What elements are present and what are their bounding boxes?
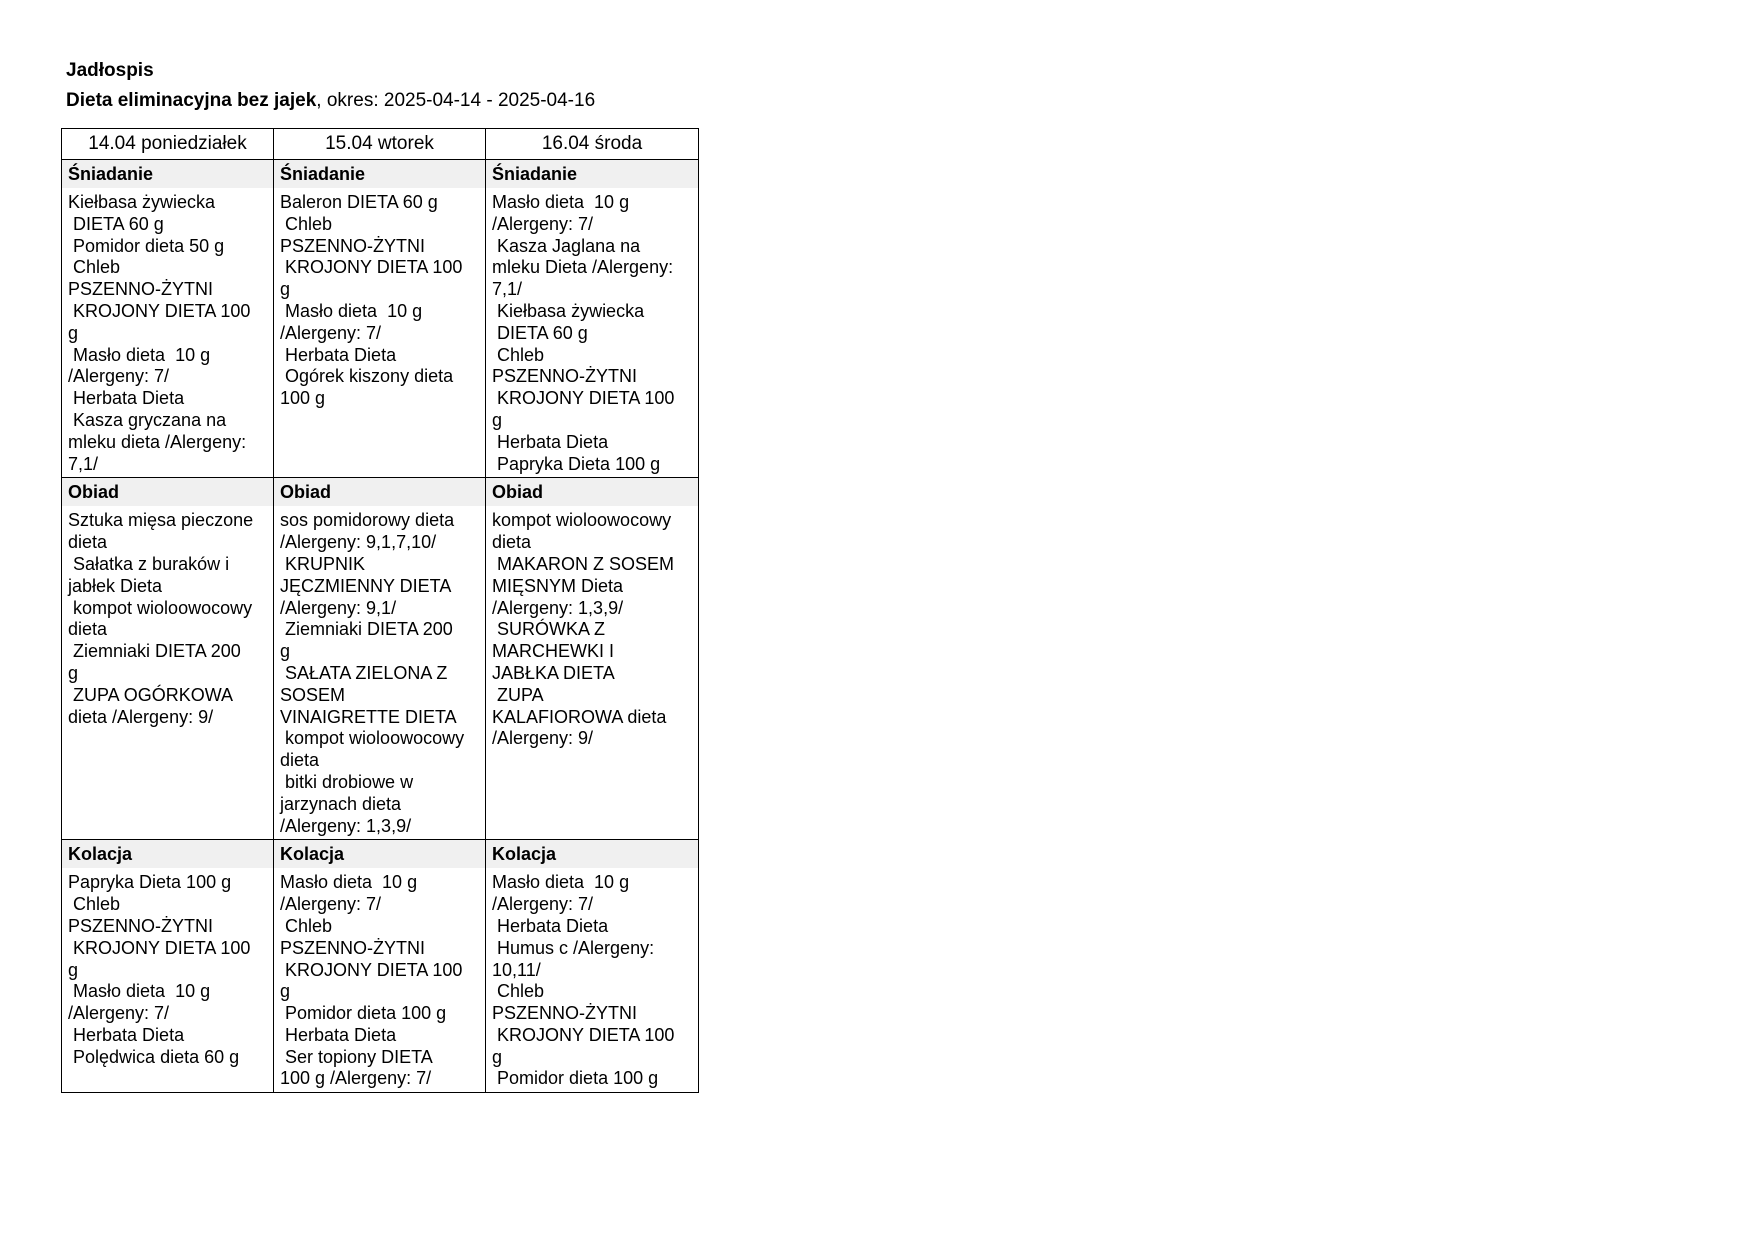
day-header-monday: 14.04 poniedziałek xyxy=(62,129,274,160)
meal-name: Obiad xyxy=(486,478,698,506)
meal-name: Obiad xyxy=(62,478,273,506)
menu-cell xyxy=(62,160,274,478)
day-header-tuesday: 15.04 wtorek xyxy=(274,129,486,160)
meal-items: sos pomidorowy dieta /Alergeny: 9,1,7,10/ KRUPNIK JĘCZMIENNY DIETA /Alergeny: 9,1/ Ziemniaki DIETA 200 g SAŁATA ZIELONA Z SOSEM VINAIGRETTE DIETA kompot wioloowocowy dieta bitki drobiowe w jarzynach dieta /Alergeny: 1,3,9/ xyxy=(280,510,465,836)
meal-name: Obiad xyxy=(274,478,485,506)
meal-items: Masło dieta 10 g /Alergeny: 7/ Chleb PSZENNO-ŻYTNI KROJONY DIETA 100 g Pomidor dieta 100 g Herbata Dieta Ser topiony DIETA 100 g /Alergeny: 7/ xyxy=(280,872,463,1089)
meal-items: Masło dieta 10 g /Alergeny: 7/ Herbata Dieta Humus c /Alergeny: 10,11/ Chleb PSZENNO-ŻYTNI KROJONY DIETA 100 g Pomidor dieta 100 g xyxy=(492,872,675,1089)
menu-cell xyxy=(274,160,486,478)
meal-name: Kolacja xyxy=(62,840,273,868)
meal-name: Kolacja xyxy=(486,840,698,868)
meal-items: Papryka Dieta 100 g Chleb PSZENNO-ŻYTNI KROJONY DIETA 100 g Masło dieta 10 g /Alergeny: 7/ Herbata Dieta Polędwica dieta 60 g xyxy=(68,872,251,1067)
diet-period-line xyxy=(66,88,595,114)
menu-cell xyxy=(274,840,486,1093)
page-title: Jadłospis xyxy=(66,60,154,81)
meal-items: Baleron DIETA 60 g Chleb PSZENNO-ŻYTNI KROJONY DIETA 100 g Masło dieta 10 g /Alergeny: 7/ Herbata Dieta Ogórek kiszony dieta 100 g xyxy=(280,192,463,409)
menu-cell xyxy=(62,840,274,1093)
days-header-row xyxy=(62,129,699,160)
period-text: , okres: 2025-04-14 - 2025-04-16 xyxy=(316,90,596,111)
menu-cell xyxy=(486,160,699,478)
meal-items: Sztuka mięsa pieczone dieta Sałatka z buraków i jabłek Dieta kompot wioloowocowy dieta Ziemniaki DIETA 200 g ZUPA OGÓRKOWA dieta /Alergeny: 9/ xyxy=(68,510,254,727)
meal-name: Śniadanie xyxy=(274,160,485,188)
diet-name: Dieta eliminacyjna bez jajek xyxy=(66,90,317,111)
meal-row-dinner xyxy=(62,840,699,1093)
meal-name: Śniadanie xyxy=(486,160,698,188)
menu-cell xyxy=(62,478,274,840)
meal-row-breakfast xyxy=(62,160,699,478)
menu-cell xyxy=(486,478,699,840)
meal-name: Śniadanie xyxy=(62,160,273,188)
meal-items: Masło dieta 10 g /Alergeny: 7/ Kasza Jaglana na mleku Dieta /Alergeny: 7,1/ Kiełbasa żywiecka DIETA 60 g Chleb PSZENNO-ŻYTNI KROJONY DIETA 100 g Herbata Dieta Papryka Dieta 100 g xyxy=(492,192,675,474)
menu-table xyxy=(61,128,699,1093)
menu-cell xyxy=(486,840,699,1093)
day-header-wednesday: 16.04 środa xyxy=(486,129,699,160)
meal-row-lunch xyxy=(62,478,699,840)
meal-name: Kolacja xyxy=(274,840,485,868)
meal-items: kompot wioloowocowy dieta MAKARON Z SOSEM MIĘSNYM Dieta /Alergeny: 1,3,9/ SURÓWKA Z MARCHEWKI I JABŁKA DIETA ZUPA KALAFIOROWA dieta /Alergeny: 9/ xyxy=(492,510,675,749)
meal-items: Kiełbasa żywiecka DIETA 60 g Pomidor dieta 50 g Chleb PSZENNO-ŻYTNI KROJONY DIETA 100 g Masło dieta 10 g /Alergeny: 7/ Herbata Dieta Kasza gryczana na mleku dieta /Alergeny: 7,1/ xyxy=(68,192,251,474)
menu-cell xyxy=(274,478,486,840)
